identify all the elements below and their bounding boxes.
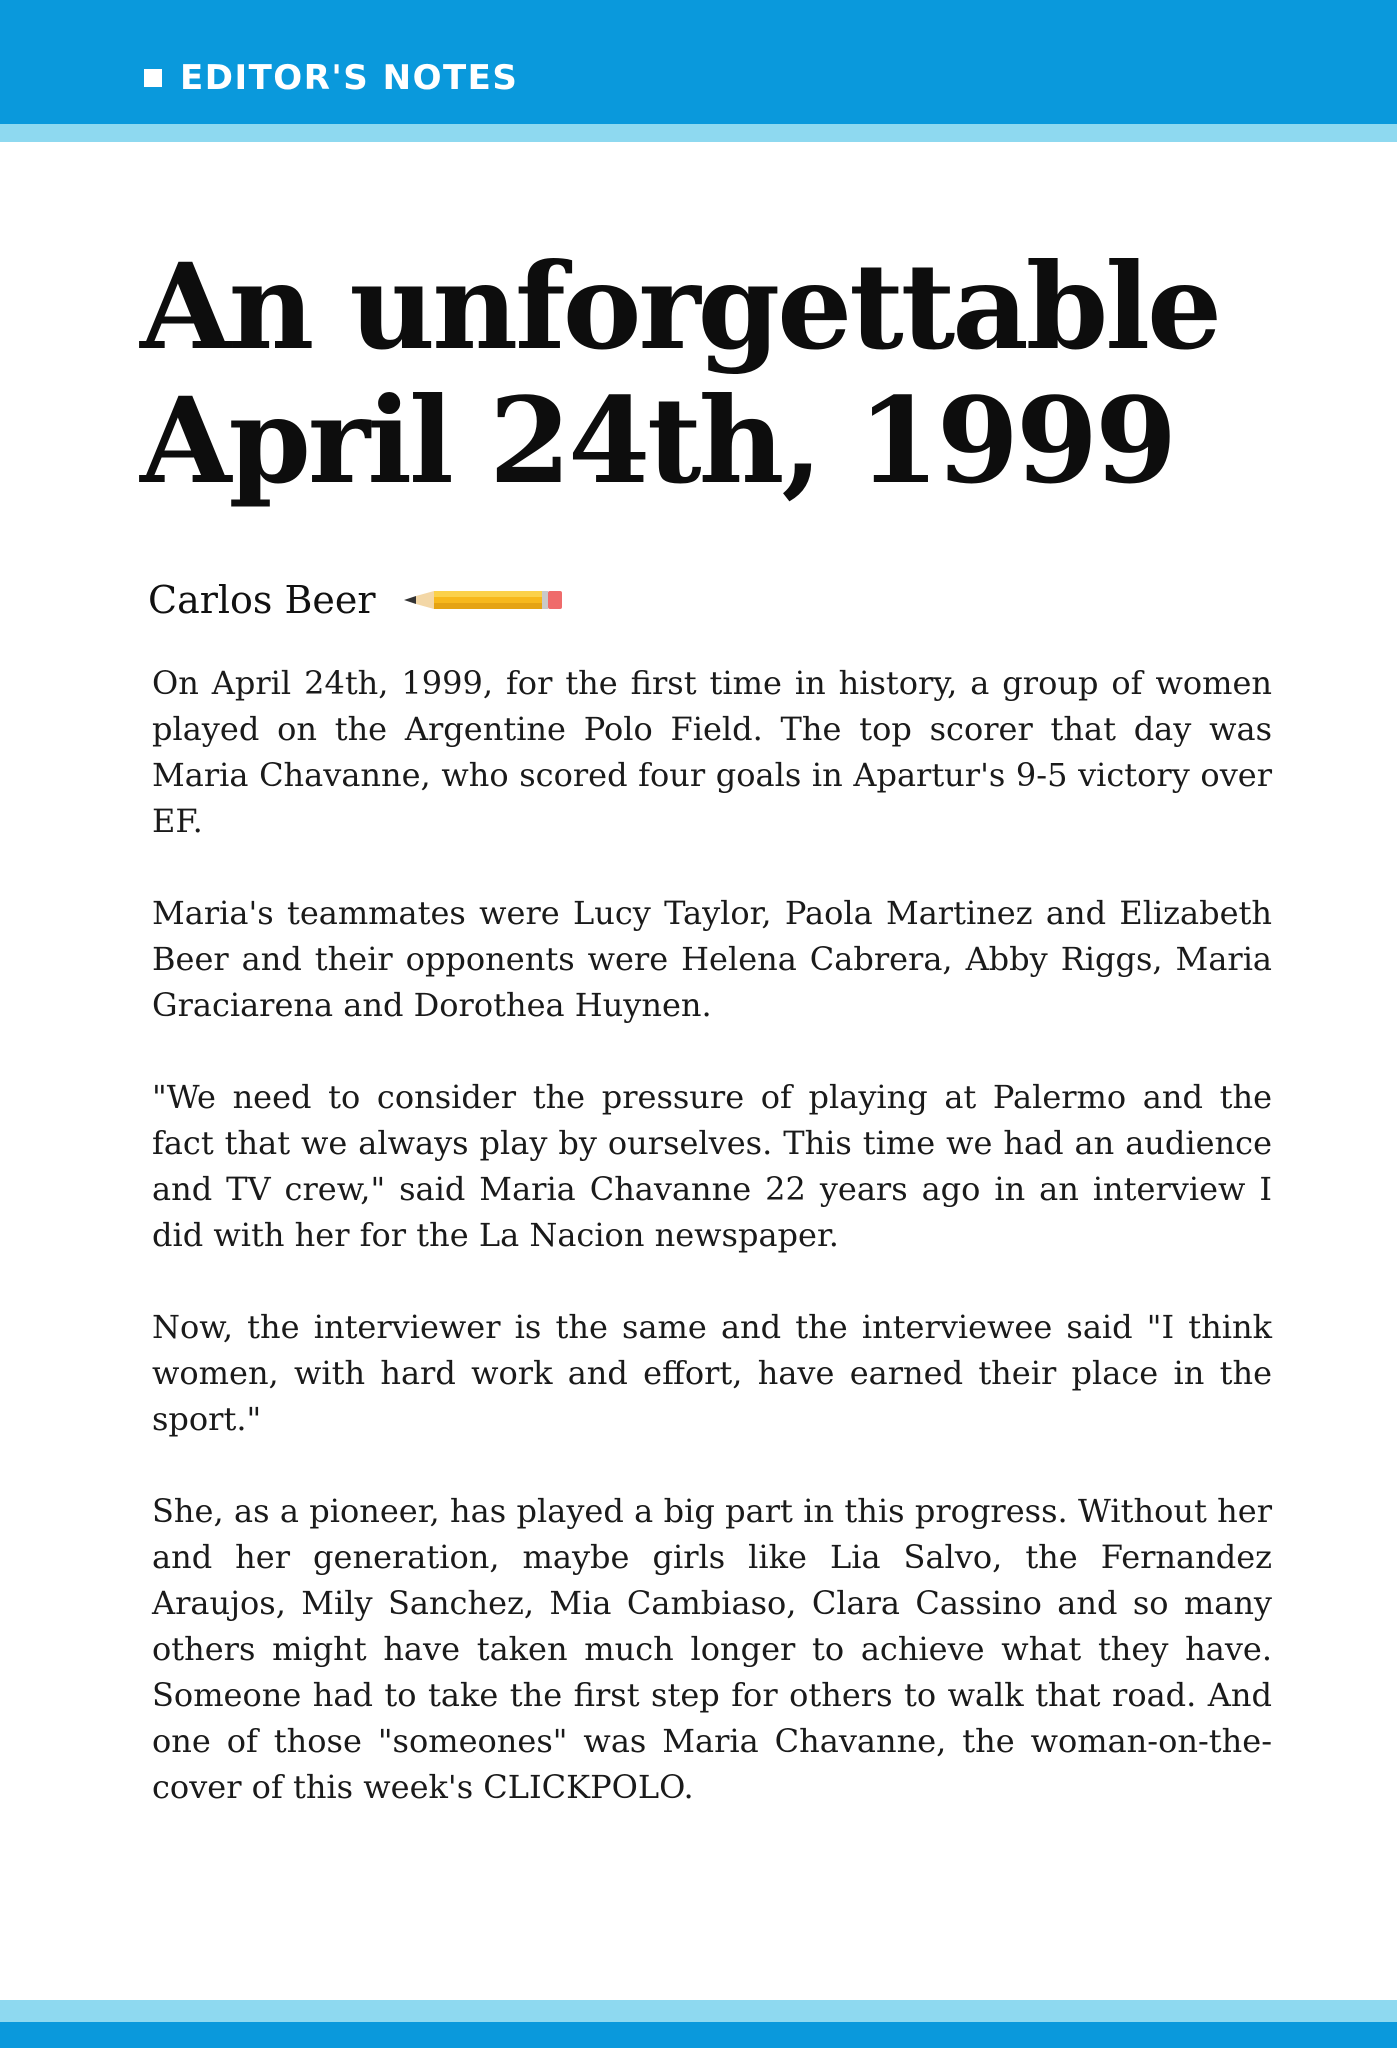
header-accent-stripe bbox=[0, 124, 1397, 142]
paragraph: She, as a pioneer, has played a big part in this progress. Without her and her generation, maybe girls like Lia Salvo, the Fernandez Araujos, Mily Sanchez, Mia Cambiaso, Clara Cassino and so many others might have taken much longer to achieve what they have. Someone had to take the first step for others to walk that road. And one of those "someones" was Maria Chavanne, the woman-on-the-cover of this week's CLICKPOLO. bbox=[152, 1492, 1272, 1806]
headline-line-2: April 24th, 1999 bbox=[140, 371, 1175, 510]
headline-line-1: An unforgettable bbox=[140, 237, 1220, 376]
footer-accent-stripe bbox=[0, 2000, 1397, 2022]
author-name: Carlos Beer bbox=[148, 578, 376, 622]
byline bbox=[148, 578, 564, 622]
article-body bbox=[152, 660, 1272, 1856]
pencil-icon bbox=[404, 585, 564, 615]
paragraph: Maria's teammates were Lucy Taylor, Paola Martinez and Elizabeth Beer and their opponents were Helena Cabrera, Abby Riggs, Maria Graciarena and Dorothea Huynen. bbox=[152, 894, 1272, 1024]
square-bullet-icon bbox=[144, 69, 162, 87]
footer-bar bbox=[0, 2022, 1397, 2048]
section-label-text: EDITOR'S NOTES bbox=[180, 58, 519, 98]
paragraph: "We need to consider the pressure of playing at Palermo and the fact that we always play by ourselves. This time we had an audience and TV crew," said Maria Chavanne 22 years ago in an interview I did with her for the La Nacion newspaper. bbox=[152, 1078, 1272, 1254]
article-headline bbox=[140, 237, 1300, 510]
paragraph: Now, the interviewer is the same and the interviewee said "I think women, with hard work and effort, have earned their place in the sport." bbox=[152, 1308, 1272, 1438]
paragraph: On April 24th, 1999, for the first time in history, a group of women played on the Argentine Polo Field. The top scorer that day was Maria Chavanne, who scored four goals in Apartur's 9-5 victory over EF. bbox=[152, 664, 1272, 840]
section-label bbox=[144, 58, 518, 98]
